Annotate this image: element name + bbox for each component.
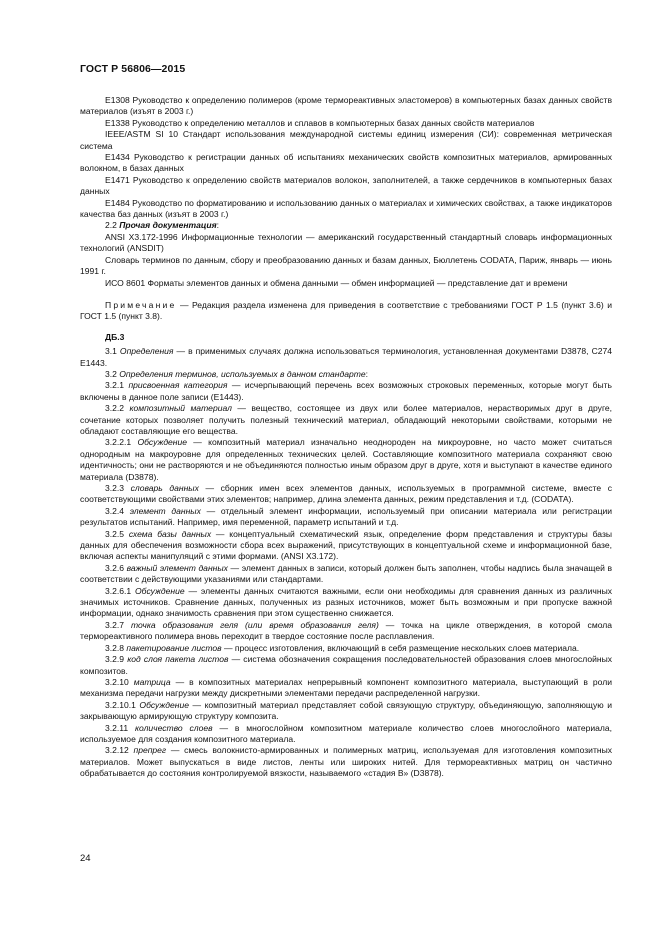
term-definition: — точка на цикле отверждения, в которой смола термореактивного полимера вновь переходит в твердое состояние после расплавления. (80, 619, 612, 642)
editorial-note (80, 300, 612, 323)
term-name: элемент данных (129, 505, 201, 516)
term-name: важный элемент данных (126, 562, 228, 573)
term-definition: — композитный материал представляет собой связующую структуру, объединяющую, заполняющую и закрывающую армирующую структуру композита. (80, 699, 613, 722)
term-name: схема базы данных (128, 528, 212, 539)
term-number: 3.2.6.1 (105, 585, 132, 596)
term-number: 3.2.6 (105, 562, 125, 573)
reference-e1338: E1338 Руководство к определению металлов и сплавов в компьютерных базах данных свойств материалов (105, 117, 535, 128)
term-number: 3.2 (105, 368, 117, 379)
term-number: 3.2.11 (105, 722, 129, 733)
term-name: Определения (119, 346, 174, 357)
term-definition: — элементы данных считаются важными, если они необходимы для сравнения данных из различных значимых источников. Сравнение данных, полученных из разных источников, может быть возможным и при пропуске важной информации, однако значимость сравнения при этом существенно снижается. (80, 585, 612, 619)
term-3-1 (80, 346, 612, 369)
other-docs-number: 2.2 (105, 220, 117, 231)
term-number: 3.2.2.1 (105, 437, 132, 448)
term-definition: — вещество, состоящее из двух или более материалов, нерастворимых друг в друге, сочетание которых позволяет получить полезный технический материал, обладающий некоторыми свойствами, которыми не обладают составляющие его вещества. (80, 403, 613, 436)
term-3-2-3 (80, 483, 612, 506)
term-definition: — сборник имен всех элементов данных, используемых в программной системе, вместе с соответствующими свойствами этих элементов; например, длина элемента данных, режим представления и т.д. (CODATA). (80, 483, 612, 505)
term-number: 3.2.3 (105, 483, 125, 493)
term-number: 3.1 (105, 346, 117, 357)
note-label: Примечание (105, 299, 177, 310)
other-docs-heading: 2.2 Прочая документация: (105, 220, 220, 231)
term-3-2-10 (80, 677, 612, 700)
term-number: 3.2.8 (105, 642, 125, 653)
term-3-2-8 (80, 643, 612, 654)
term-number: 3.2.7 (105, 619, 125, 630)
section-heading: ДБ.3 (105, 331, 125, 342)
term-name: препрег (133, 745, 167, 756)
term-name: присвоенная категория (128, 380, 228, 391)
term-3-2-4 (80, 506, 612, 529)
other-doc-iso8601: ИСО 8601 Форматы элементов данных и обмена данными — обмен информацией — представление дат и времени (105, 277, 568, 288)
term-number: 3.2.4 (105, 505, 125, 516)
term-number: 3.2.5 (105, 528, 125, 539)
term-name: Обсуждение (139, 699, 189, 710)
reference-e1484: E1484 Руководство по форматированию и использованию данных о материалах и химических свойствах, а также индикаторов качества баз данных (изъят в 2003 г.) (80, 197, 612, 220)
term-name: количество слоев (135, 722, 213, 733)
term-3-2-6 (80, 563, 612, 586)
term-definition: : (365, 368, 368, 379)
term-number: 3.2.1 (105, 380, 125, 391)
term-definition: — композитный материал изначально неоднороден на микроуровне, но часто может считаться однородным на макроуровне для определенных технических целей. Составляющие композитного материала сохраняют свою идентичность; они не растворяются и не объединяются полностью иным образом друг в друге, хотя и выступают в качестве единого материала (D3878). (80, 437, 612, 482)
note-text: — Редакция раздела изменена для приведения в соответствие с требованиями ГОСТ Р 1.5 (пункт 3.6) и ГОСТ 1.5 (пункт 3.8). (80, 299, 612, 322)
term-3-2-10-1 (80, 700, 612, 723)
term-number: 3.2.12 (105, 745, 129, 756)
term-3-2-6-1 (80, 586, 612, 620)
reference-e1308: E1308 Руководство к определению полимеров (кроме термореактивных эластомеров) в компьютерных базах данных свойств материалов (изъят в 2003 г.) (80, 95, 612, 117)
term-3-2-7 (80, 620, 612, 643)
document-body (80, 95, 612, 780)
reference-ieee-si10: IEEE/ASTM SI 10 Стандарт использования международной системы единиц измерения (СИ): современная метрическая система (80, 129, 612, 151)
page-number: 24 (80, 853, 91, 864)
term-definition: — отдельный элемент информации, используемый при описании материала или регистрации результатов испытаний. Например, имя переменной, параметр испытаний и т.д. (80, 505, 613, 528)
term-name: пакетирование листов (126, 642, 222, 653)
term-definition: — в многослойном композитном материале количество слоев многослойного материала, используемое для создания композитного материала. (80, 722, 612, 744)
term-definition: — в применимых случаях должна использоваться терминология, установленная документами D3878, C274 E1443. (80, 346, 613, 368)
other-doc-codata: Словарь терминов по данным, сбору и преобразованию данных и базам данных, Бюллетень CODATA, Париж, январь — июнь 1991 г. (80, 254, 612, 277)
term-name: Определения терминов, используемых в данном стандарте (119, 368, 366, 379)
other-docs-title: Прочая документация (119, 220, 217, 231)
term-name: Обсуждение (135, 585, 185, 596)
term-definition: — элемент данных в записи, который должен быть заполнен, чтобы надпись была значащей в соответствии с действующими указаниями или стандартами. (80, 562, 613, 585)
term-definition: — в композитных материалах непрерывный компонент композитного материала, выступающий в роли механизма передачи нагрузки между дискретными элементами передачи распределенной нагрузки. (80, 676, 613, 699)
term-definition: — система обозначения сокращения последовательностей образования слоев многослойных композитов. (80, 654, 613, 676)
term-3-2-2 (80, 403, 612, 437)
term-number: 3.2.10 (105, 676, 129, 687)
other-doc-ansi: ANSI X3.172-1996 Информационные технологии — американский государственный стандартный словарь информационных технологий (ANSDIT) (80, 231, 612, 254)
term-name: матрица (133, 676, 171, 687)
term-name: код слоя пакета листов (127, 654, 229, 665)
term-3-2-9 (80, 654, 612, 677)
term-definition: — исчерпывающий перечень всех возможных строковых переменных, которые могут быть включены в данное поле записи (E1443). (80, 380, 612, 402)
term-name: словарь данных (130, 483, 199, 493)
term-3-2-2-1 (80, 437, 612, 483)
term-number: 3.2.2 (105, 403, 125, 414)
term-name: композитный материал (129, 403, 232, 414)
term-definition: — процесс изготовления, включающий в себя размещение нескольких слоев материала. (221, 642, 580, 653)
term-definition: — концептуальный схематический язык, определение форм представления и структуры базы данных для обеспечения возможности сбора всех выражений, присутствующих в концептуальной схеме и информационной базе, включая аспекты манипуляций с этими формами. (ANSI X3.172). (80, 528, 613, 562)
term-3-2-12 (80, 745, 612, 779)
term-3-2-1 (80, 380, 612, 403)
term-name: точка образования геля (или время образования геля) (131, 619, 379, 630)
term-number: 3.2.10.1 (105, 699, 136, 710)
term-name: Обсуждение (137, 437, 188, 448)
reference-e1471: E1471 Руководство к определению свойств материалов волокон, заполнителей, а также сердечников в компьютерных базах данных (80, 174, 612, 197)
term-3-2 (80, 369, 612, 380)
reference-e1434: E1434 Руководство к регистрации данных об испытаниях механических свойств композитных материалов, армированных волокном, в базах данных (80, 152, 612, 174)
document-header: ГОСТ Р 56806—2015 (80, 63, 186, 75)
term-3-2-11 (80, 723, 612, 746)
term-3-2-5 (80, 529, 612, 563)
term-definition: — смесь волокнисто-армированных и полимерных матриц, используемая для изготовления композитных материалов. Может выпускаться в виде листов, ленты или широких нитей. Для термореактивных матриц он частично обрабатывается до состояния контролируемой вязкости, называемого «стадия B» (D3878). (80, 745, 613, 779)
term-number: 3.2.9 (105, 654, 125, 665)
